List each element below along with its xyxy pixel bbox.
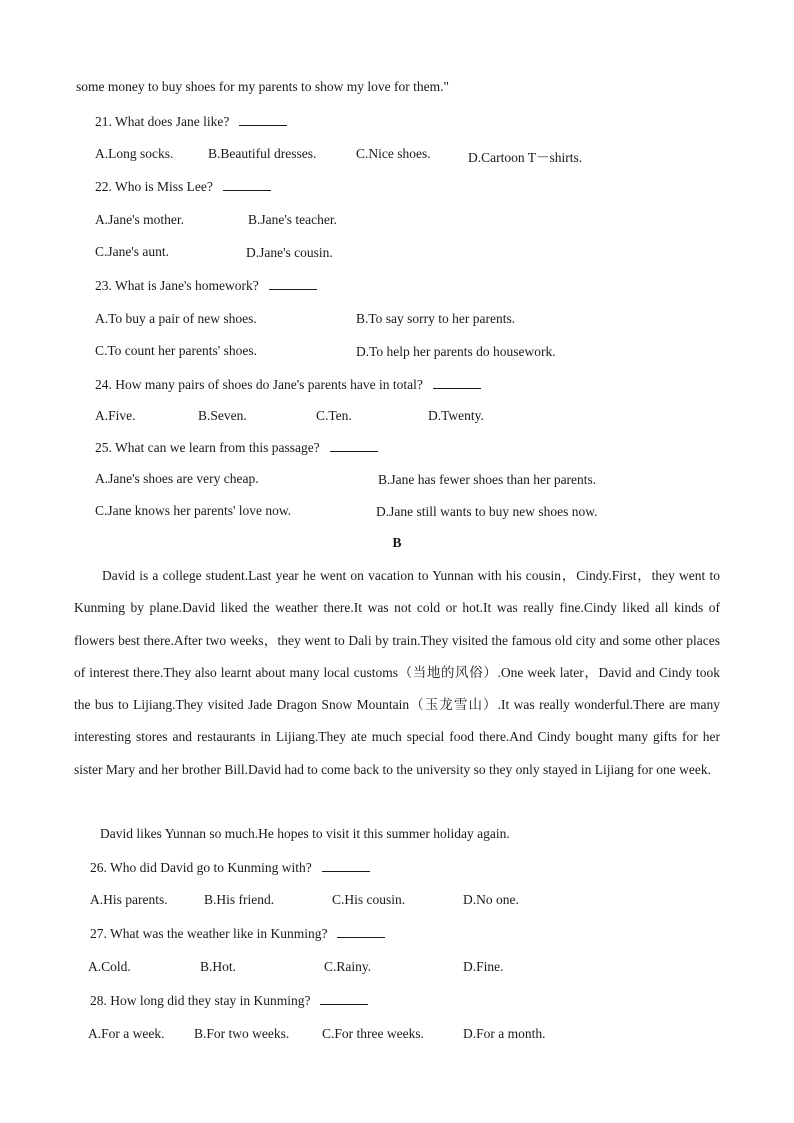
passage-b-closing: David likes Yunnan so much.He hopes to visit it this summer holiday again. [100, 826, 510, 841]
option-23-a[interactable]: A.To buy a pair of new shoes. [95, 311, 257, 326]
answer-blank[interactable] [223, 178, 271, 191]
option-23-d[interactable]: D.To help her parents do housework. [356, 344, 556, 359]
question-22 [95, 178, 271, 195]
option-25-a[interactable]: A.Jane's shoes are very cheap. [95, 471, 259, 486]
question-number: 22. [95, 179, 112, 194]
question-text: What was the weather like in Kunming? [110, 926, 328, 941]
answer-blank[interactable] [320, 992, 368, 1005]
answer-blank[interactable] [330, 439, 378, 452]
option-22-b[interactable]: B.Jane's teacher. [248, 212, 338, 227]
question-26 [90, 859, 370, 876]
option-27-a[interactable]: A.Cold. [88, 959, 131, 974]
option-27-c[interactable]: C.Rainy. [324, 959, 372, 974]
option-24-c[interactable]: C.Ten. [316, 408, 352, 423]
option-28-d[interactable]: D.For a month. [463, 1026, 546, 1041]
option-24-a[interactable]: A.Five. [95, 408, 136, 423]
option-26-a[interactable]: A.His parents. [90, 892, 168, 907]
question-24 [95, 376, 481, 393]
option-26-b[interactable]: B.His friend. [204, 892, 275, 907]
question-number: 28. [90, 993, 107, 1008]
question-text: What can we learn from this passage? [115, 440, 320, 455]
option-22-c[interactable]: C.Jane's aunt. [95, 244, 170, 259]
answer-blank[interactable] [337, 925, 385, 938]
question-23 [95, 277, 317, 294]
option-22-a[interactable]: A.Jane's mother. [95, 212, 185, 227]
passage-b-text: David is a college student.Last year he went on vacation to Yunnan with his cousin，Cindy.First，they went to Kunming by plane.David liked the weather there.It was not cold or hot.It was really fine.Cindy liked all kinds of flowers best there.After two weeks，they went to Dali by train.They visited the famous old city and some other places of interest there.They also learnt about many local customs（当地的风俗）.One week later，David and Cindy took the bus to Lijiang.They visited Jade Dragon Snow Mountain（玉龙雪山）.It was really wonderful.There are many interesting stores and restaurants in Lijiang.They ate much special food there.And Cindy bought many gifts for her sister Mary and her brother Bill.David had to come back to the university so they only stayed in Lijiang for one week. [74, 568, 720, 777]
question-number: 23. [95, 278, 112, 293]
passage-a-tail: some money to buy shoes for my parents to show my love for them." [76, 79, 449, 94]
option-27-b[interactable]: B.Hot. [200, 959, 237, 974]
question-25 [95, 439, 378, 456]
answer-blank[interactable] [269, 277, 317, 290]
question-21 [95, 113, 287, 130]
section-heading: B [392, 535, 402, 550]
option-25-b[interactable]: B.Jane has fewer shoes than her parents. [378, 472, 597, 487]
question-text: Who is Miss Lee? [115, 179, 213, 194]
option-23-c[interactable]: C.To count her parents' shoes. [95, 343, 257, 358]
option-23-b[interactable]: B.To say sorry to her parents. [356, 311, 516, 326]
option-21-d[interactable]: D.Cartoon T－shirts. [468, 150, 583, 165]
option-26-c[interactable]: C.His cousin. [332, 892, 406, 907]
question-number: 21. [95, 114, 112, 129]
option-24-d[interactable]: D.Twenty. [428, 408, 484, 423]
option-24-b[interactable]: B.Seven. [198, 408, 247, 423]
option-26-d[interactable]: D.No one. [463, 892, 519, 907]
answer-blank[interactable] [322, 859, 370, 872]
question-text: How long did they stay in Kunming? [110, 993, 311, 1008]
option-27-d[interactable]: D.Fine. [463, 959, 504, 974]
question-text: What is Jane's homework? [115, 278, 259, 293]
question-number: 24. [95, 377, 112, 392]
question-text: How many pairs of shoes do Jane's parents have in total? [115, 377, 423, 392]
question-text: What does Jane like? [115, 114, 230, 129]
option-21-a[interactable]: A.Long socks. [95, 146, 174, 161]
question-number: 25. [95, 440, 112, 455]
option-21-b[interactable]: B.Beautiful dresses. [208, 146, 317, 161]
answer-blank[interactable] [239, 113, 287, 126]
question-27 [90, 925, 385, 942]
option-21-c[interactable]: C.Nice shoes. [356, 146, 431, 161]
passage-b [74, 560, 720, 818]
option-25-d[interactable]: D.Jane still wants to buy new shoes now. [376, 504, 598, 519]
option-28-a[interactable]: A.For a week. [88, 1026, 165, 1041]
question-text: Who did David go to Kunming with? [110, 860, 312, 875]
question-number: 27. [90, 926, 107, 941]
option-28-b[interactable]: B.For two weeks. [194, 1026, 290, 1041]
option-25-c[interactable]: C.Jane knows her parents' love now. [95, 503, 292, 518]
question-number: 26. [90, 860, 107, 875]
question-28 [90, 992, 368, 1009]
option-22-d[interactable]: D.Jane's cousin. [246, 245, 333, 260]
option-28-c[interactable]: C.For three weeks. [322, 1026, 424, 1041]
answer-blank[interactable] [433, 376, 481, 389]
